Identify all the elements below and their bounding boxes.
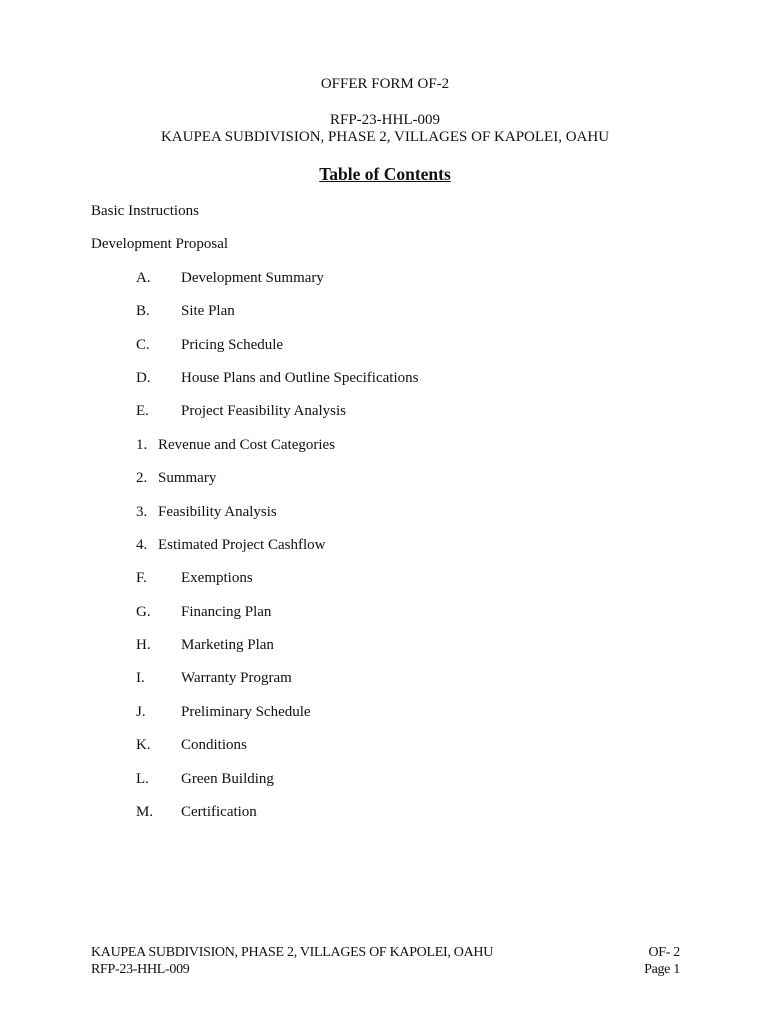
toc-item xyxy=(91,629,691,662)
toc-item-label: H. xyxy=(136,637,151,654)
toc-item-label: G. xyxy=(136,603,151,620)
toc-item-text: Pricing Schedule xyxy=(181,336,284,353)
toc-item xyxy=(91,562,691,595)
toc-item-label: I. xyxy=(136,670,145,687)
toc-item xyxy=(91,429,691,462)
toc-item-label: L. xyxy=(136,770,149,787)
footer-form-ref: OF- 2 xyxy=(648,945,680,960)
toc-item xyxy=(91,295,691,328)
footer-rfp-number: RFP-23-HHL-009 xyxy=(91,962,190,977)
toc-item-text: Development Proposal xyxy=(91,236,229,253)
table-of-contents xyxy=(91,195,691,829)
toc-item-label: J. xyxy=(136,703,146,720)
toc-item-label: C. xyxy=(136,336,150,353)
project-name: KAUPEA SUBDIVISION, PHASE 2, VILLAGES OF KAPOLEI, OAHU xyxy=(160,129,610,145)
toc-item-text: Estimated Project Cashflow xyxy=(158,536,326,553)
toc-item-text: Preliminary Schedule xyxy=(181,703,311,720)
toc-item xyxy=(91,262,691,295)
toc-item xyxy=(91,462,691,495)
toc-item xyxy=(91,796,691,829)
toc-item-label: B. xyxy=(136,303,150,320)
toc-item-text: Revenue and Cost Categories xyxy=(158,436,336,453)
toc-item xyxy=(91,362,691,395)
toc-item xyxy=(91,195,691,228)
toc-item xyxy=(91,763,691,796)
toc-item xyxy=(91,696,691,729)
toc-item-text: Green Building xyxy=(181,770,274,787)
footer-project-name: KAUPEA SUBDIVISION, PHASE 2, VILLAGES OF KAPOLEI, OAHU xyxy=(91,945,494,960)
toc-item-label: 4. xyxy=(136,536,148,553)
toc-title: Table of Contents xyxy=(319,164,451,184)
toc-item-text: Financing Plan xyxy=(181,603,272,620)
footer-page-number: Page 1 xyxy=(644,962,680,977)
toc-item xyxy=(91,596,691,629)
toc-item-label: E. xyxy=(136,403,149,420)
toc-item-text: Site Plan xyxy=(181,303,235,320)
toc-item-text: Exemptions xyxy=(181,570,253,587)
toc-item xyxy=(91,662,691,695)
toc-item xyxy=(91,395,691,428)
toc-item xyxy=(91,529,691,562)
toc-item-text: Summary xyxy=(158,470,217,487)
footer-right xyxy=(644,944,680,978)
toc-item xyxy=(91,228,691,261)
toc-item-text: Basic Instructions xyxy=(91,203,199,219)
toc-item-label: 2. xyxy=(136,470,148,487)
form-title: OFFER FORM OF-2 xyxy=(320,76,450,92)
toc-item xyxy=(91,329,691,362)
toc-item-label: 3. xyxy=(136,503,148,520)
footer-left xyxy=(91,944,493,978)
toc-item-text: Project Feasibility Analysis xyxy=(181,403,346,420)
toc-item-label: M. xyxy=(136,804,154,821)
toc-item-text: Warranty Program xyxy=(181,670,292,687)
toc-item-text: Development Summary xyxy=(181,269,324,286)
toc-item-text: Certification xyxy=(181,804,257,821)
toc-item-text: Feasibility Analysis xyxy=(158,503,277,520)
toc-item-text: House Plans and Outline Specifications xyxy=(181,369,419,386)
toc-item-label: 1. xyxy=(136,436,148,453)
toc-item xyxy=(91,496,691,529)
toc-item xyxy=(91,729,691,762)
toc-item-label: D. xyxy=(136,369,151,386)
toc-item-text: Conditions xyxy=(181,737,247,754)
toc-item-label: F. xyxy=(136,570,147,587)
toc-item-label: A. xyxy=(136,269,151,286)
rfp-number: RFP-23-HHL-009 xyxy=(329,112,440,128)
toc-item-label: K. xyxy=(136,737,151,754)
toc-item-text: Marketing Plan xyxy=(181,637,274,654)
